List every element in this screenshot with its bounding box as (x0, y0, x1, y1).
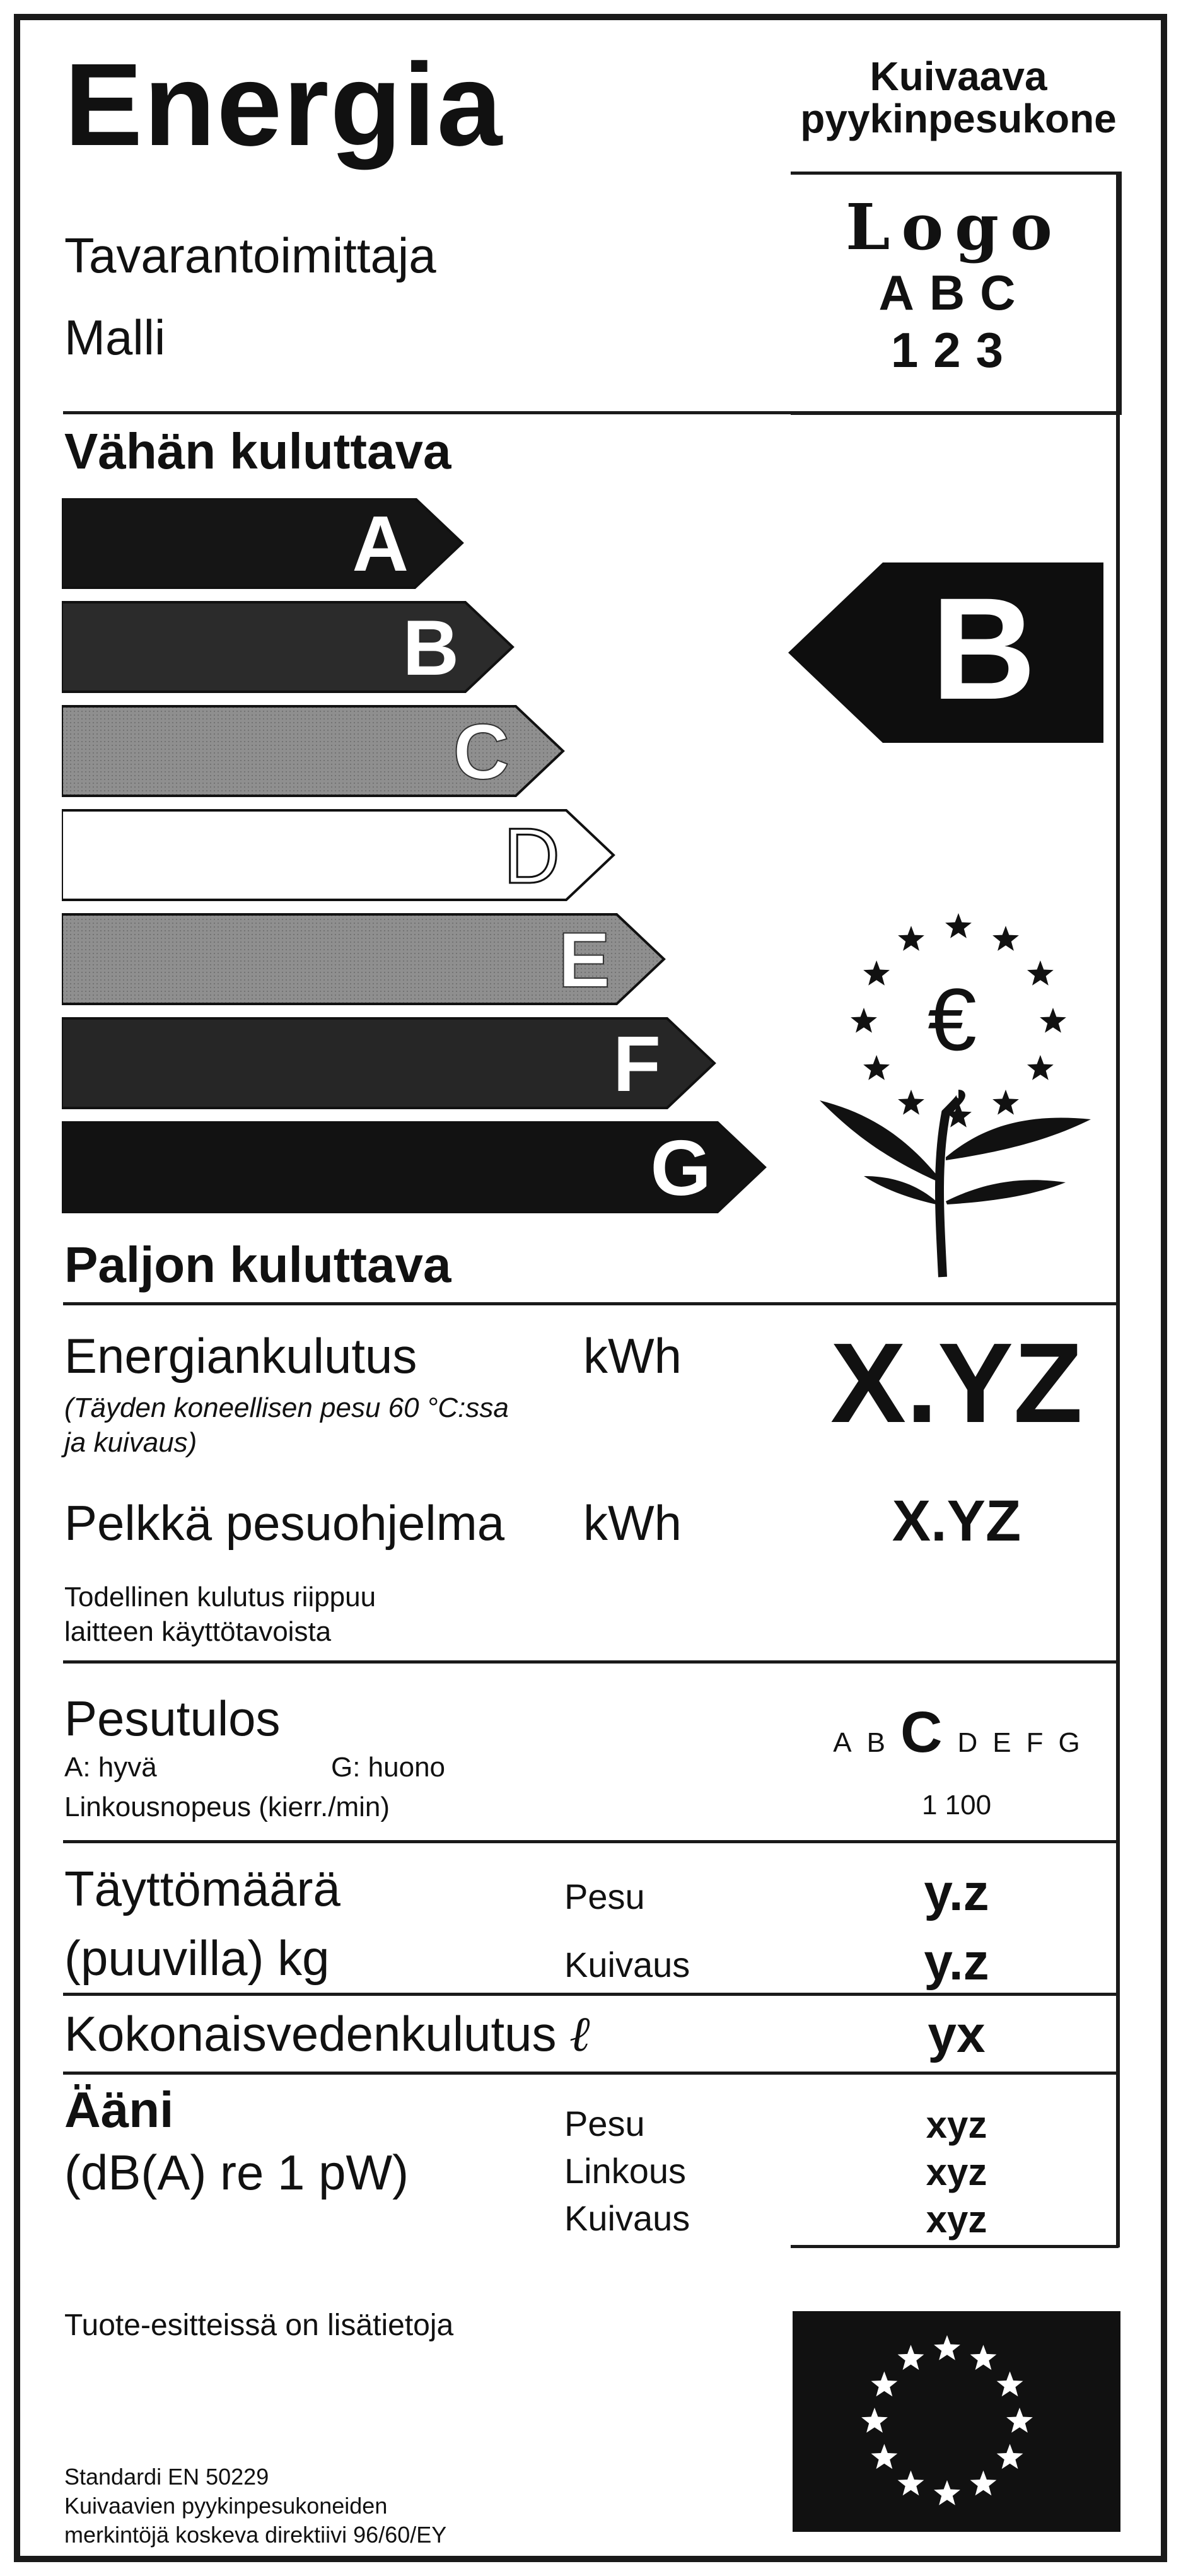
energy-class-scale (62, 498, 781, 1223)
flower-star-icon (1040, 1008, 1066, 1033)
logo-123: 123 (890, 322, 1019, 378)
energy-note (64, 1390, 509, 1460)
divider-wash (63, 1840, 1119, 1843)
capacity-wash-value: y.z (924, 1864, 989, 1921)
divider-energy (63, 1660, 1119, 1664)
right-column-border (1116, 172, 1120, 2247)
flower-star-icon (863, 1055, 890, 1080)
footer-directive-line1: Kuivaavien pyykinpesukoneiden (64, 2493, 388, 2519)
noise-label-line2: (dB(A) re 1 pW) (64, 2145, 409, 2200)
scale-bottom-label: Paljon kuluttava (64, 1237, 451, 1293)
flower-star-icon (992, 1090, 1019, 1115)
flower-star-icon (898, 1090, 924, 1115)
wash-good: A: hyvä (64, 1752, 157, 1783)
energy-class-letter-e: E (558, 917, 610, 1004)
label-title: Energia (64, 40, 504, 170)
appliance-type (776, 55, 1141, 140)
rating-arrow (788, 561, 1116, 750)
ecolabel-euro: € (928, 970, 977, 1069)
wash-scale-letter-e: E (992, 1727, 1011, 1758)
actual-note-line2: laitteen käyttötavoista (64, 1616, 332, 1647)
actual-note-line1: Todellinen kulutus riippuu (64, 1582, 376, 1612)
energy-note-line1: (Täyden koneellisen pesu 60 °C:ssa (64, 1392, 509, 1423)
rating-letter: B (931, 568, 1037, 730)
logo-abc: ABC (878, 265, 1031, 320)
divider-header (63, 411, 1119, 414)
divider-noise-box (791, 2245, 1119, 2248)
wash-scale-letter-g: G (1058, 1727, 1080, 1758)
footer-standard-block (64, 2462, 446, 2550)
flower-leaf-left-lower (864, 1176, 936, 1204)
noise-spin-label: Linkous (564, 2151, 687, 2191)
flower-star-icon (898, 926, 924, 951)
wash-performance-scale (796, 1699, 1117, 1766)
energy-class-letter-f: F (613, 1021, 661, 1108)
capacity-dry-value: y.z (924, 1933, 989, 1991)
appliance-type-line2: pyykinpesukone (800, 96, 1117, 142)
wash-only-label: Pelkkä pesuohjelma (64, 1495, 505, 1551)
supplier-label: Tavarantoimittaja (64, 228, 436, 283)
eu-ecolabel-flower-icon (813, 886, 1103, 1302)
eu-flag-icon (793, 2311, 1120, 2532)
logo-box (791, 172, 1122, 415)
wash-only-unit: kWh (583, 1495, 682, 1551)
flower-star-icon (863, 960, 890, 986)
flower-star-icon (1027, 960, 1054, 986)
water-label-text: Kokonaisvedenkulutus (64, 2006, 557, 2061)
wash-scale-letter-c: C (900, 1700, 943, 1764)
footer-directive-line2: merkintöjä koskeva direktiivi 96/60/EY (64, 2522, 447, 2548)
divider-water (63, 2072, 1119, 2075)
flower-star-icon (1027, 1055, 1054, 1080)
wash-performance-label: Pesutulos (64, 1691, 281, 1746)
eu-flag-field (793, 2311, 1120, 2532)
water-unit: ℓ (570, 2005, 591, 2063)
flower-star-icon (945, 913, 972, 938)
scale-top-label: Vähän kuluttava (64, 423, 451, 479)
wash-scale-letter-b: B (866, 1727, 885, 1758)
energy-value: X.YZ (830, 1320, 1083, 1447)
noise-label-line1: Ääni (64, 2082, 174, 2138)
divider-capacity (63, 1993, 1119, 1996)
capacity-label-line2: (puuvilla) kg (64, 1930, 330, 1986)
capacity-dry-label: Kuivaus (564, 1945, 690, 1984)
capacity-wash-label: Pesu (564, 1877, 645, 1916)
spin-speed-value: 1 100 (921, 1790, 992, 1821)
energy-class-letter-d: D (503, 813, 560, 900)
flower-leaf-left (820, 1100, 943, 1182)
water-value: yx (928, 2006, 986, 2063)
energy-label: Energiankulutus (64, 1328, 417, 1384)
spin-speed-label: Linkousnopeus (kierr./min) (64, 1792, 390, 1822)
energy-class-letter-g: G (650, 1125, 711, 1212)
wash-scale-letter-f: F (1026, 1727, 1044, 1758)
energy-class-letter-c: C (453, 709, 509, 796)
model-label: Malli (64, 310, 166, 365)
energy-unit: kWh (583, 1328, 682, 1384)
wash-poor: G: huono (331, 1752, 446, 1783)
wash-only-value: X.YZ (892, 1489, 1021, 1553)
noise-wash-label: Pesu (564, 2104, 645, 2143)
wash-scale-letter-a: A (833, 1727, 852, 1758)
footer-info: Tuote-esitteissä on lisätietoja (64, 2309, 454, 2342)
noise-dry-value: xyz (926, 2198, 987, 2241)
energy-class-letter-b: B (402, 605, 459, 692)
water-label (64, 2005, 591, 2063)
appliance-type-line1: Kuivaava (870, 54, 1047, 99)
flower-star-icon (851, 1008, 877, 1033)
noise-spin-value: xyz (926, 2151, 987, 2193)
flower-leaf-right (946, 1118, 1091, 1161)
flower-star-icon (992, 926, 1019, 951)
noise-wash-value: xyz (926, 2104, 987, 2146)
footer-standard: Standardi EN 50229 (64, 2464, 269, 2490)
energy-note-line2: ja kuivaus) (64, 1427, 197, 1458)
flower-leaf-right-lower (946, 1180, 1066, 1204)
actual-consumption-note (64, 1580, 376, 1649)
energy-class-letter-a: A (352, 501, 409, 588)
divider-scale (63, 1302, 1119, 1305)
wash-scale-letter-d: D (957, 1727, 978, 1758)
logo-mark: Logo (846, 190, 1064, 264)
noise-dry-label: Kuivaus (564, 2198, 690, 2238)
capacity-label-line1: Täyttömäärä (64, 1861, 340, 1916)
